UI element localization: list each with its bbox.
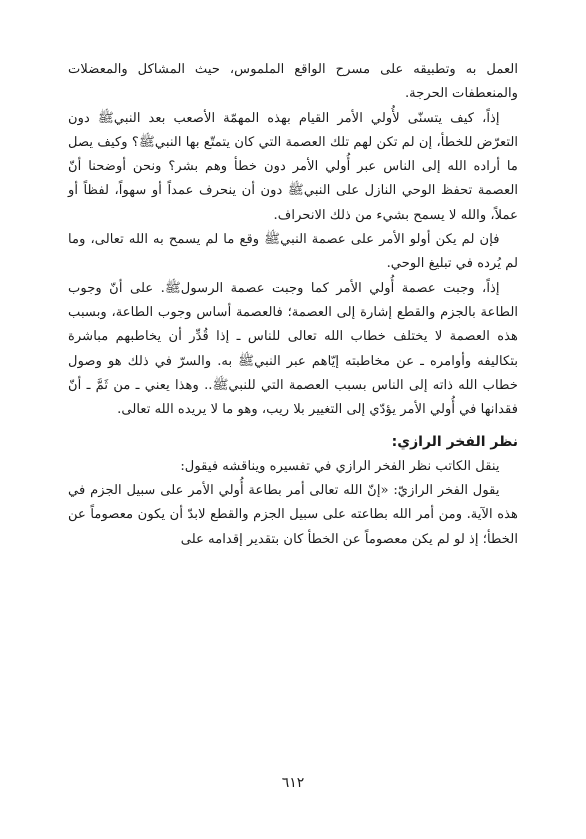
page-number: ٦١٢: [281, 775, 305, 791]
paragraph-conclusion: إذاً، وجبت عصمة أُولي الأمر كما وجبت عصمة الرسولﷺ. على أنّ وجوب الطاعة بالجزم والقطع إشارة إلى العصمة؛ فالعصمة أساس وجوب الطاعة، وبسبب هذه العصمة لا يختلف خطاب الله تعالى للناس ـ إذا قُدِّر أن يخاطبهم مباشرة بتكاليفه وأوامره ـ عن مخاطبته إيّاهم عبر النبيﷺ به. والسرّ في ذلك هو وصول خطاب الله ذاته إلى الناس بسبب العصمة التي للنبيﷺ.. وهذا يعني ـ من ثَمَّ ـ أنّ فقدانها في أُولي الأمر يؤدّي إلى التغيير بلا ريب، وهو ما لا يريده الله تعالى.: [68, 280, 518, 418]
paragraph-consequence: فإن لم يكن أولو الأمر على عصمة النبيﷺ وقع ما لم يسمح به الله تعالى، وما لم يُرده في تبليغ الوحي.: [68, 232, 518, 272]
page-body: [68, 58, 518, 552]
paragraph-infallibility-question: إذاً، كيف يتسنّى لأُولي الأمر القيام بهذه المهمّة الأصعب بعد النبيﷺ دون التعرّض للخطأ، إن لم تكن لهم تلك العصمة التي كان يتمتّع بها النبيﷺ؟ وكيف يصل ما أراده الله إلى الناس عبر أُولي الأمر دون خطأ وهم بشر؟ ونحن أوضحنا أنّ العصمة تحفظ الوحي النازل على النبيﷺ دون أن ينحرف عمداً أو سهواً، لفظاً أو عملاً، والله لا يسمح بشيء من ذلك الانحراف.: [68, 110, 518, 223]
paragraph-continuation: العمل به وتطبيقه على مسرح الواقع الملموس، حيث المشاكل والمعضلات والمنعطفات الحرجة.: [68, 62, 518, 102]
paragraph-razi-intro: ينقل الكاتب نظر الفخر الرازي في تفسيره ويناقشه فيقول:: [180, 458, 500, 474]
section-heading: نظر الفخر الرازي:: [391, 434, 518, 451]
paragraph-razi-quote: يقول الفخر الرازيّ: «إنّ الله تعالى أمر بطاعة أُولي الأمر على سبيل الجزم في هذه الآية. ومن أمر الله بطاعته على سبيل الجزم والقطع لابدّ أن يكون معصوماً عن الخطأ؛ إذ لو لم يكن معصوماً عن الخطأ كان بتقدير إقدامه على: [68, 483, 518, 547]
